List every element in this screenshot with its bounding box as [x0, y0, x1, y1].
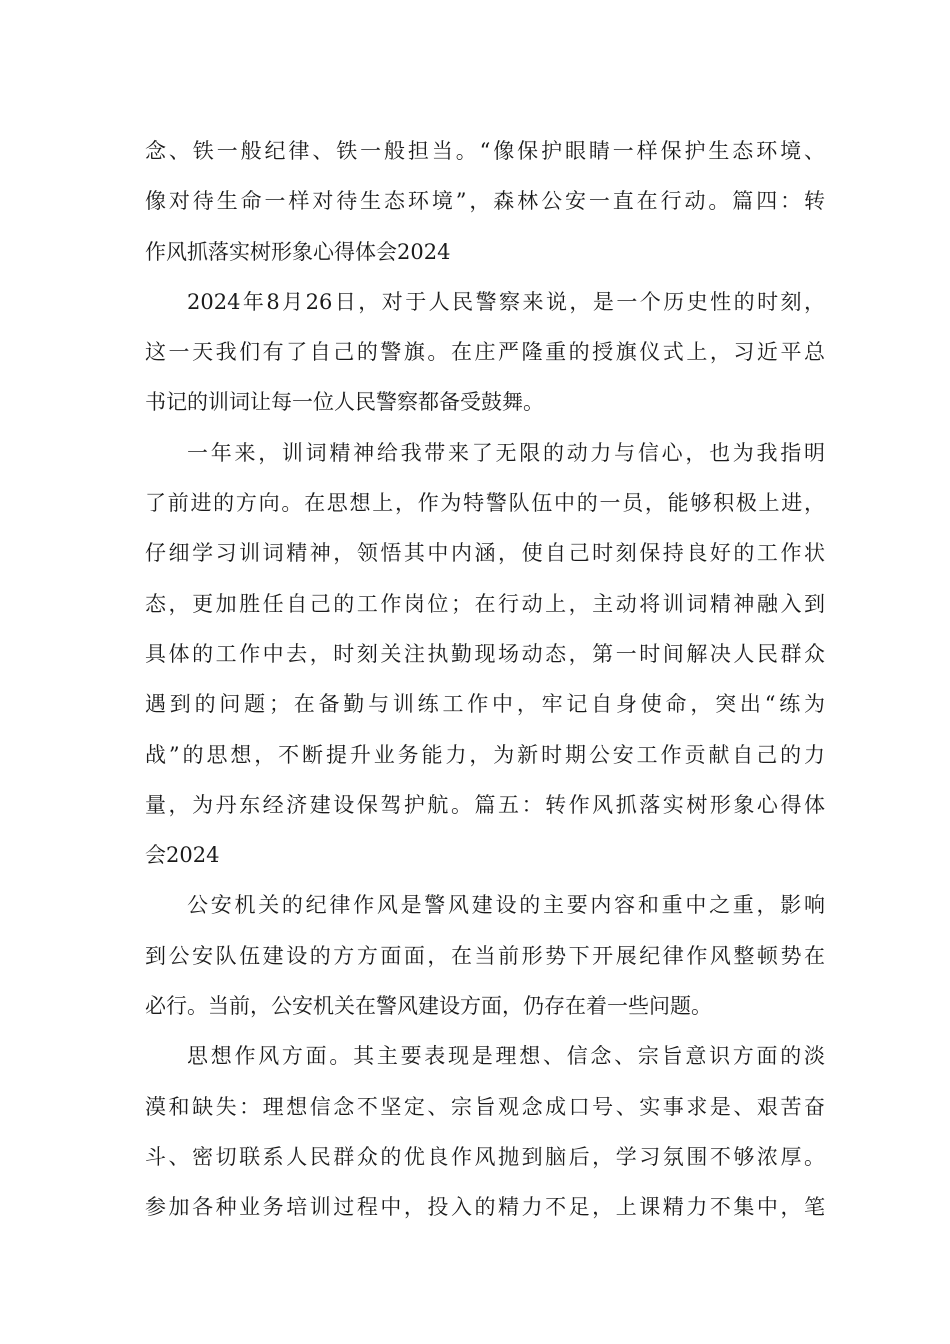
- paragraph-first-line: 公安机关的纪律作风是警风建设的主要内容和重中之重，影响: [187, 893, 825, 918]
- paragraph-first-line: 思想作风方面。其主要表现是理想、信念、宗旨意识方面的淡: [187, 1044, 825, 1069]
- text-line: 漠和缺失：理想信念不坚定、宗旨观念成口号、实事求是、艰苦奋: [145, 1094, 825, 1119]
- text-line: 态，更加胜任自己的工作岗位；在行动上，主动将训词精神融入到: [145, 591, 825, 616]
- text-line: 参加各种业务培训过程中，投入的精力不足，上课精力不集中，笔: [145, 1195, 825, 1220]
- text-line: 像对待生命一样对待生态环境”，森林公安一直在行动。篇四：转: [145, 189, 825, 214]
- text-line: 量，为丹东经济建设保驾护航。篇五：转作风抓落实树形象心得体: [145, 792, 825, 817]
- paragraph-first-line: 2024年8月26日，对于人民警察来说，是一个历史性的时刻，: [187, 289, 825, 314]
- body-text: [145, 126, 825, 1233]
- text-line: 斗、密切联系人民群众的优良作风抛到脑后，学习氛围不够浓厚。: [145, 1144, 825, 1169]
- text-line: 到公安队伍建设的方方面面，在当前形势下开展纪律作风整顿势在: [145, 943, 825, 968]
- text-line: 书记的训词让每一位人民警察都备受鼓舞。: [145, 390, 544, 415]
- text-line: 仔细学习训词精神，领悟其中内涵，使自己时刻保持良好的工作状: [145, 541, 825, 566]
- paragraph-first-line: 一年来，训词精神给我带来了无限的动力与信心，也为我指明: [187, 440, 825, 465]
- text-line: 遇到的问题；在备勤与训练工作中，牢记自身使命，突出“练为: [145, 692, 825, 717]
- text-line: 这一天我们有了自己的警旗。在庄严隆重的授旗仪式上，习近平总: [145, 340, 825, 365]
- text-line: 必行。当前，公安机关在警风建设方面，仍存在着一些问题。: [145, 994, 712, 1019]
- text-line: 了前进的方向。在思想上，作为特警队伍中的一员，能够积极上进，: [145, 491, 825, 516]
- text-line: 战”的思想，不断提升业务能力，为新时期公安工作贡献自己的力: [145, 742, 825, 767]
- text-line: 念、铁一般纪律、铁一般担当。“像保护眼睛一样保护生态环境、: [145, 139, 825, 163]
- text-line: 具体的工作中去，时刻关注执勤现场动态，第一时间解决人民群众: [145, 641, 825, 666]
- text-line: 会2024: [145, 843, 220, 868]
- text-line: 作风抓落实树形象心得体会2024: [145, 239, 451, 264]
